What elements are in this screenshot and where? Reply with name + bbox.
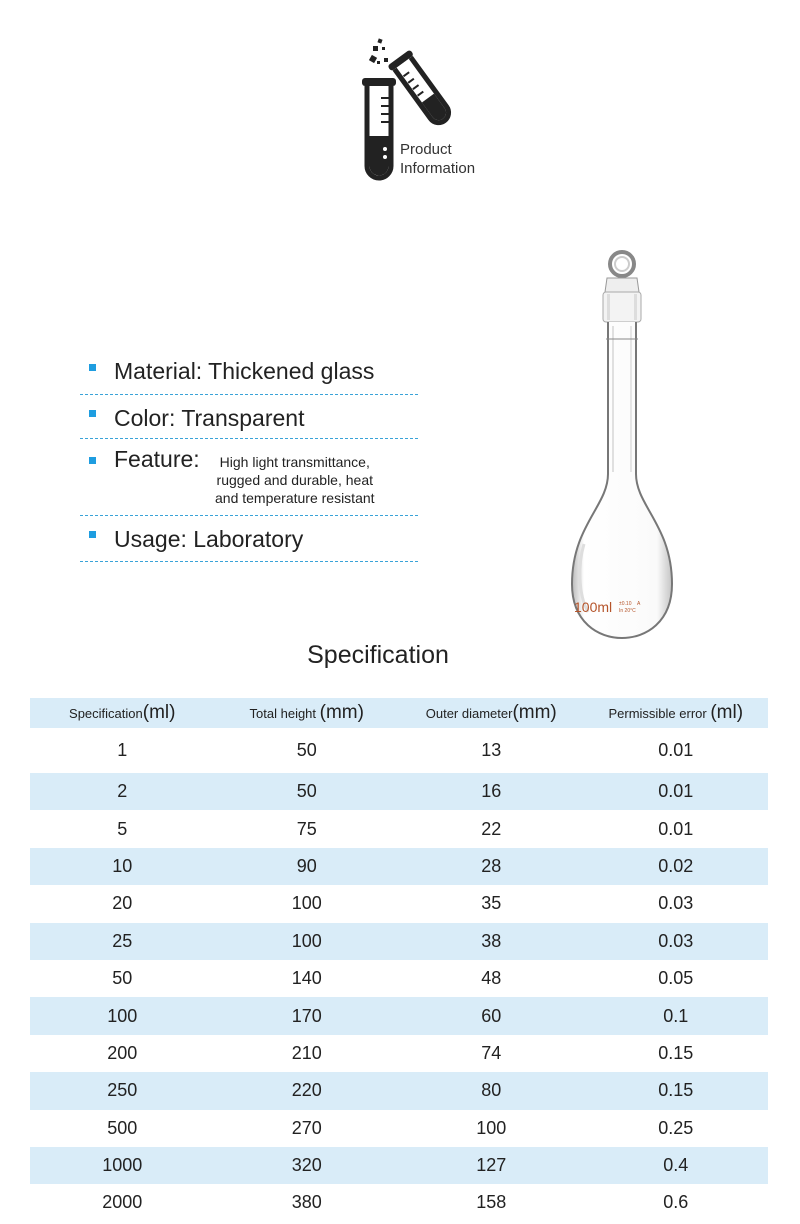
table-cell: 80 (399, 1072, 584, 1109)
table-row (30, 1072, 768, 1109)
table-cell: 1000 (30, 1147, 215, 1184)
table-cell: 1 (117, 740, 128, 760)
table-cell: 5 (117, 818, 128, 839)
table-cell: 100 (30, 997, 215, 1034)
column-header: Permissible error (ml) (584, 698, 769, 728)
column-header: Outer diameter(mm) (399, 698, 584, 728)
table-cell: 16 (399, 773, 584, 810)
table-cell: 158 (476, 1192, 507, 1213)
table-cell: 74 (481, 1042, 502, 1063)
feature-desc-line-3: and temperature resistant (215, 490, 375, 506)
table-row (30, 1147, 768, 1184)
table-cell: 0.6 (663, 1192, 689, 1213)
table-row (30, 848, 768, 885)
bullet-icon (89, 531, 96, 538)
table-cell: 0.01 (584, 773, 769, 810)
bullet-icon (89, 410, 96, 417)
bullet-icon (89, 457, 96, 464)
table-cell: 75 (296, 818, 317, 839)
usage-text: Usage: Laboratory (114, 526, 304, 552)
feature-desc-line-2: rugged and durable, heat (216, 472, 373, 488)
volumetric-flask-image (560, 244, 700, 644)
feature-row-feature (80, 440, 418, 516)
table-row (30, 773, 768, 810)
table-row (30, 1110, 768, 1147)
title-line-1: Product (400, 141, 452, 158)
flask-tolerance-label: ±0.10 (619, 601, 632, 607)
table-row (30, 960, 768, 997)
feature-row-usage (80, 518, 418, 562)
table-cell: 0.01 (658, 818, 694, 839)
feature-label: Feature: (114, 446, 200, 472)
table-cell: 0.15 (584, 1072, 769, 1109)
flask-temp-label: In 20°C (619, 608, 636, 614)
table-header-row (30, 698, 768, 728)
table-row (30, 728, 768, 773)
table-cell: 200 (107, 1042, 138, 1063)
table-cell: 0.01 (658, 740, 694, 760)
table-row (30, 997, 768, 1034)
table-cell: 2000 (102, 1192, 143, 1213)
table-cell: 140 (291, 968, 322, 989)
table-cell: 100 (215, 923, 400, 960)
table-cell: 0.03 (584, 923, 769, 960)
color-text: Color: Transparent (114, 405, 305, 431)
table-cell: 90 (215, 848, 400, 885)
table-cell: 500 (107, 1117, 138, 1138)
table-cell: 210 (291, 1042, 322, 1063)
table-cell: 320 (215, 1147, 400, 1184)
table-cell: 10 (30, 848, 215, 885)
table-cell: 50 (215, 773, 400, 810)
table-row (30, 810, 768, 847)
table-cell: 28 (399, 848, 584, 885)
table-cell: 270 (291, 1117, 322, 1138)
table-row (30, 1035, 768, 1072)
flask-cert-label: A (637, 601, 641, 607)
table-cell: 25 (30, 923, 215, 960)
column-header: Specification(ml) (30, 698, 215, 728)
table-cell: 380 (291, 1192, 322, 1213)
table-row (30, 923, 768, 960)
table-cell: 220 (215, 1072, 400, 1109)
table-cell: 0.05 (658, 968, 694, 989)
flask-volume-label: 100ml (574, 599, 613, 615)
table-cell: 100 (291, 893, 322, 914)
specification-table (30, 698, 768, 1222)
product-information-title (400, 140, 475, 178)
table-cell: 20 (112, 893, 133, 914)
table-cell: 48 (481, 968, 502, 989)
table-row (30, 1184, 768, 1221)
feature-desc-line-1: High light transmittance, (219, 454, 370, 470)
table-cell: 60 (399, 997, 584, 1034)
title-line-2: Information (400, 160, 476, 177)
table-cell: 127 (399, 1147, 584, 1184)
table-cell: 22 (481, 818, 502, 839)
table-cell: 13 (481, 740, 502, 760)
bullet-icon (89, 364, 96, 371)
table-cell: 35 (481, 893, 502, 914)
table-cell: 0.1 (584, 997, 769, 1034)
material-text: Material: Thickened glass (114, 358, 375, 384)
table-cell: 0.15 (658, 1042, 694, 1063)
table-row (30, 885, 768, 922)
column-header: Total height (mm) (215, 698, 400, 728)
feature-description (215, 453, 375, 507)
feature-row-color (80, 397, 418, 439)
table-cell: 38 (399, 923, 584, 960)
table-cell: 0.4 (584, 1147, 769, 1184)
table-cell: 250 (30, 1072, 215, 1109)
table-cell: 0.03 (658, 893, 694, 914)
feature-row-material (80, 352, 418, 395)
specification-title: Specification (307, 641, 449, 669)
table-cell: 0.25 (658, 1117, 694, 1138)
table-cell: 50 (296, 740, 317, 760)
table-cell: 50 (112, 968, 133, 989)
table-cell: 2 (30, 773, 215, 810)
table-cell: 100 (476, 1117, 507, 1138)
table-cell: 170 (215, 997, 400, 1034)
table-cell: 0.02 (584, 848, 769, 885)
